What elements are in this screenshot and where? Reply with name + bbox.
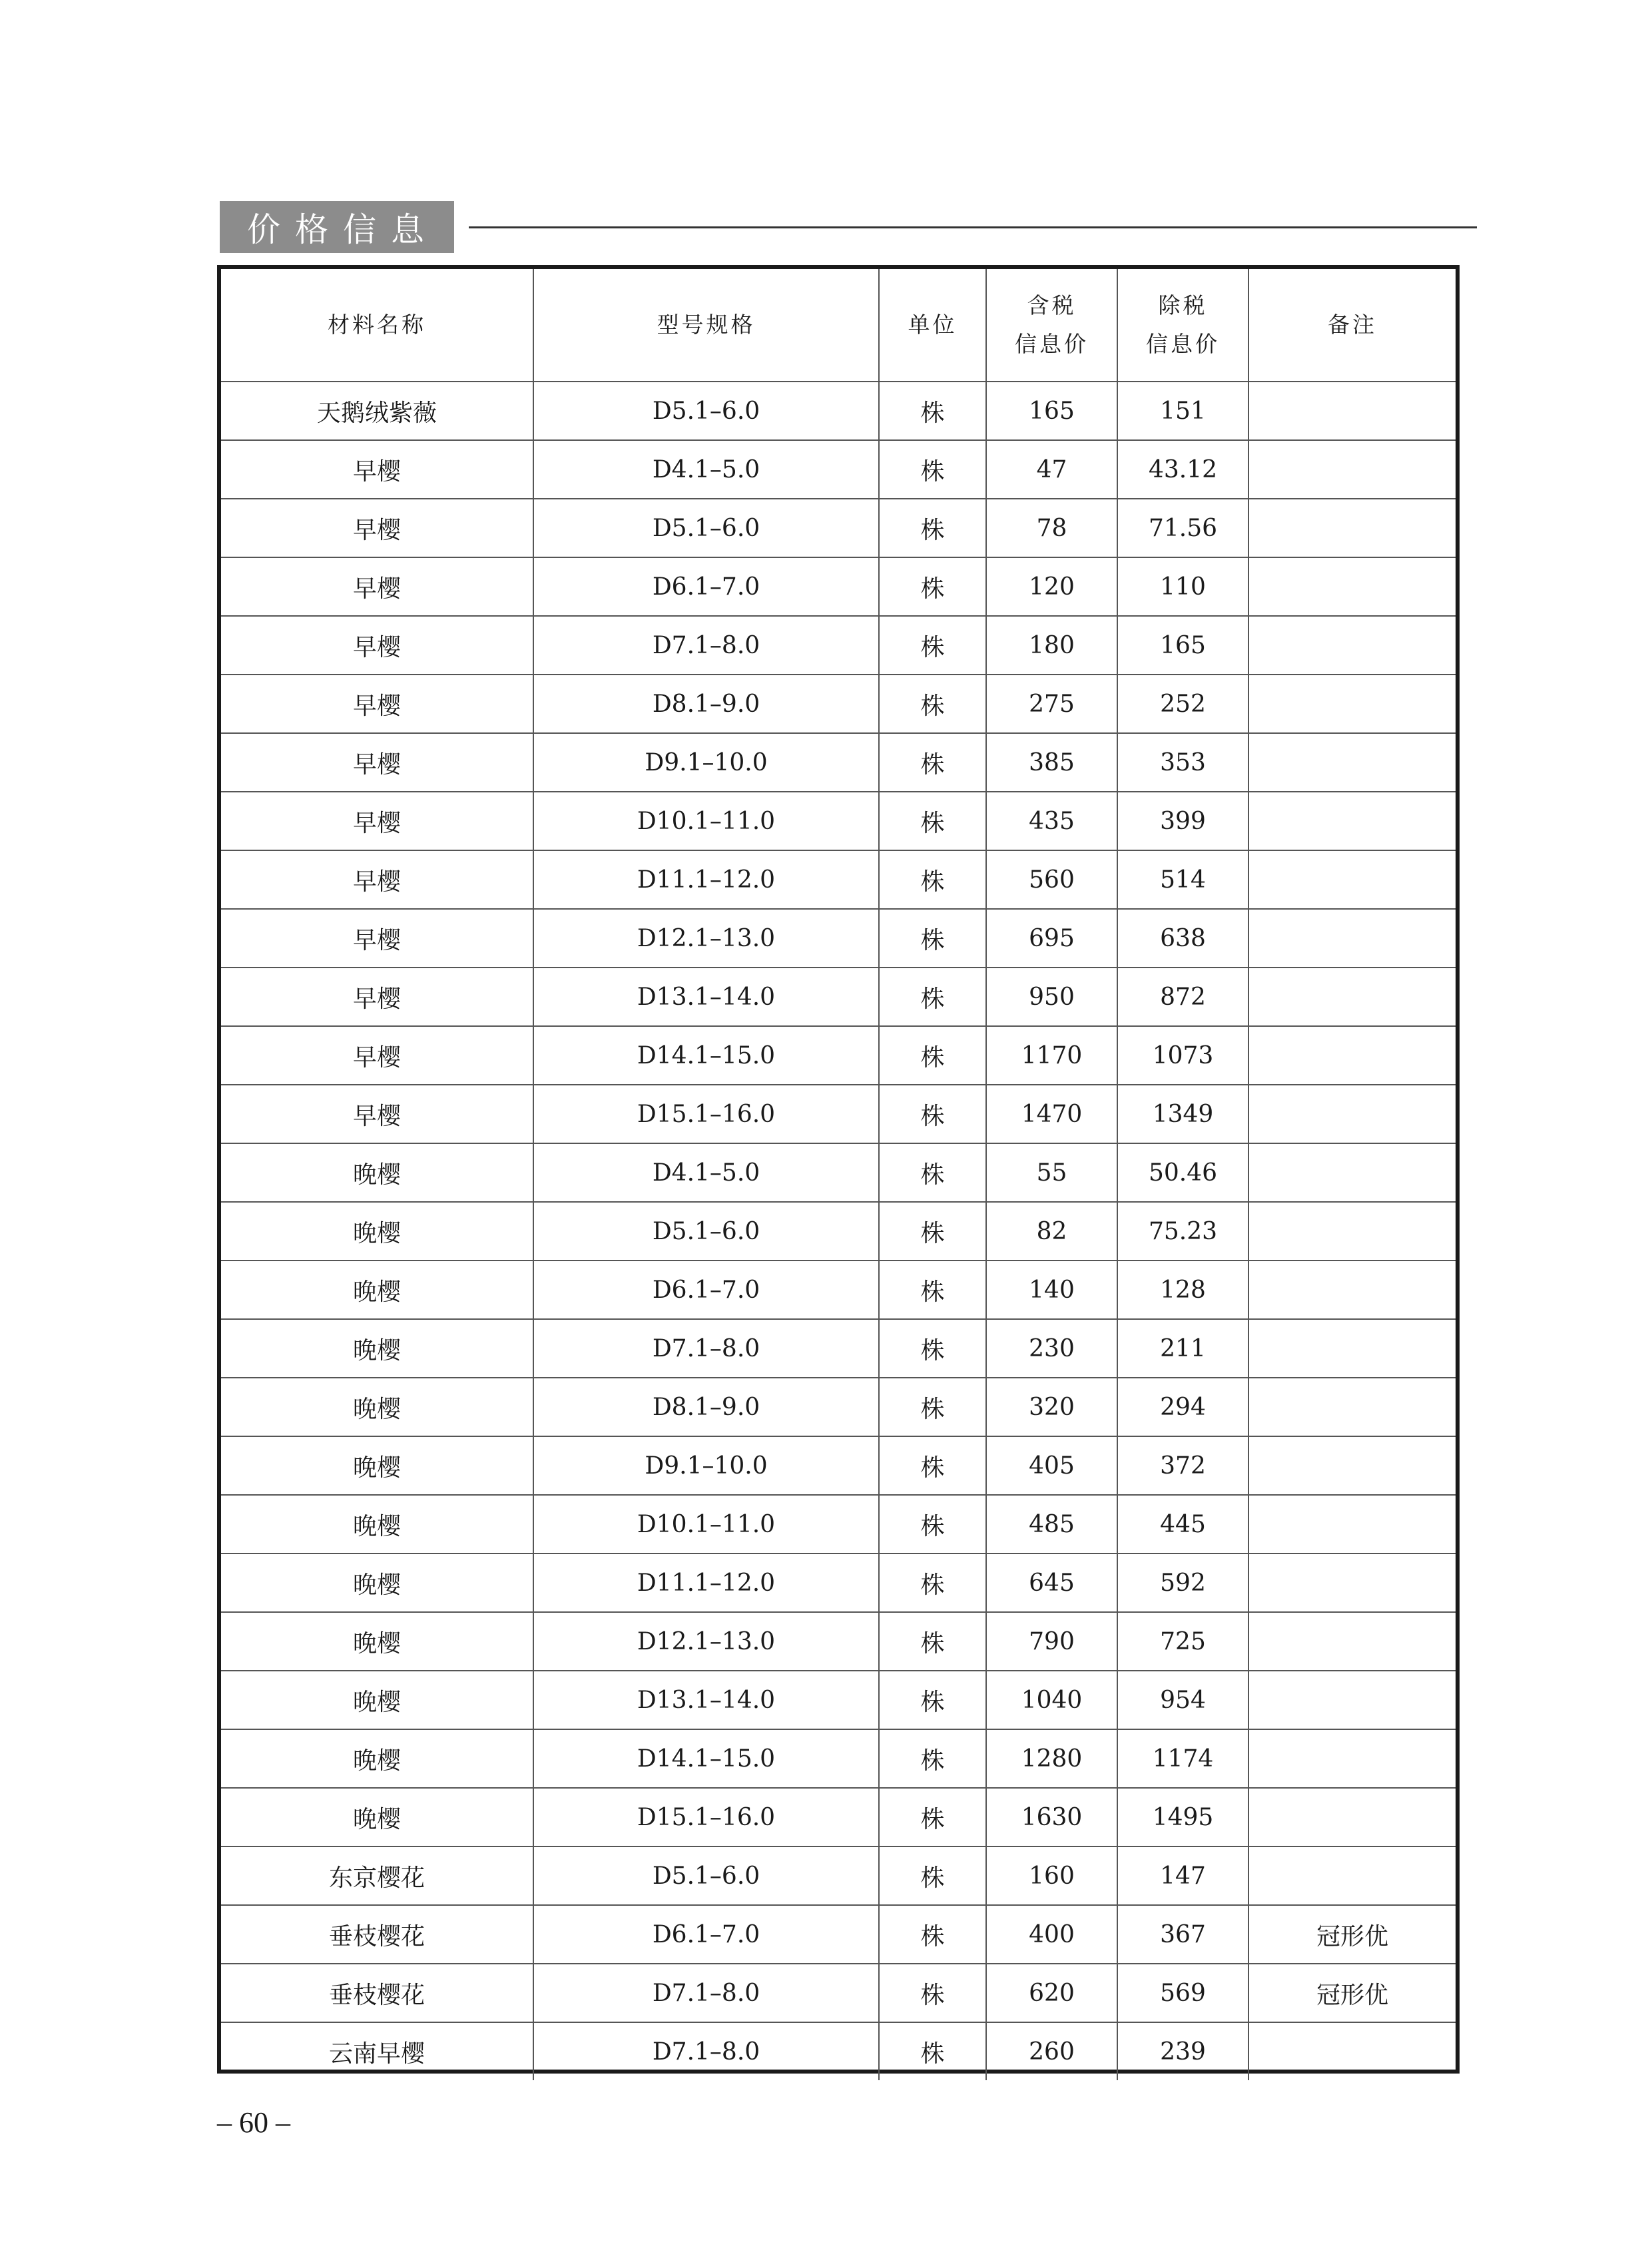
- cell-spec: D9.1–10.0: [533, 733, 879, 792]
- cell-price-incl-tax: 560: [986, 850, 1117, 909]
- cell-remarks: [1248, 1143, 1456, 1202]
- cell-price-excl-tax: 569: [1117, 1964, 1248, 2022]
- cell-spec: D6.1–7.0: [533, 1905, 879, 1964]
- cell-unit: 株: [879, 1495, 986, 1553]
- cell-price-incl-tax: 485: [986, 1495, 1117, 1553]
- cell-material-name: 晚樱: [221, 1143, 533, 1202]
- cell-remarks: [1248, 792, 1456, 850]
- table-row: [221, 616, 1456, 675]
- cell-material-name: 垂枝樱花: [221, 1905, 533, 1964]
- cell-unit: 株: [879, 1026, 986, 1085]
- table-row: [221, 733, 1456, 792]
- table-row: [221, 675, 1456, 733]
- cell-unit: 株: [879, 1788, 986, 1846]
- cell-spec: D5.1–6.0: [533, 1846, 879, 1905]
- cell-spec: D6.1–7.0: [533, 557, 879, 616]
- cell-price-incl-tax: 1170: [986, 1026, 1117, 1085]
- table-row: [221, 1788, 1456, 1846]
- cell-remarks: [1248, 909, 1456, 968]
- table-row: [221, 2022, 1456, 2080]
- cell-price-incl-tax: 435: [986, 792, 1117, 850]
- table-header-row: [221, 269, 1456, 382]
- cell-remarks: [1248, 1261, 1456, 1319]
- cell-price-excl-tax: 147: [1117, 1846, 1248, 1905]
- cell-unit: 株: [879, 1612, 986, 1671]
- cell-material-name: 云南早樱: [221, 2022, 533, 2080]
- cell-spec: D10.1–11.0: [533, 792, 879, 850]
- cell-material-name: 晚樱: [221, 1378, 533, 1436]
- cell-spec: D5.1–6.0: [533, 382, 879, 440]
- cell-spec: D14.1–15.0: [533, 1026, 879, 1085]
- cell-spec: D12.1–13.0: [533, 909, 879, 968]
- cell-material-name: 早樱: [221, 792, 533, 850]
- table-row: [221, 792, 1456, 850]
- cell-remarks: [1248, 382, 1456, 440]
- cell-unit: 株: [879, 499, 986, 557]
- cell-spec: D11.1–12.0: [533, 850, 879, 909]
- cell-price-incl-tax: 790: [986, 1612, 1117, 1671]
- cell-price-excl-tax: 75.23: [1117, 1202, 1248, 1261]
- table-row: [221, 1085, 1456, 1143]
- price-table-frame: [217, 265, 1460, 2074]
- cell-remarks: [1248, 557, 1456, 616]
- cell-remarks: [1248, 1553, 1456, 1612]
- cell-material-name: 早樱: [221, 1085, 533, 1143]
- cell-spec: D9.1–10.0: [533, 1436, 879, 1495]
- cell-price-incl-tax: 78: [986, 499, 1117, 557]
- cell-spec: D5.1–6.0: [533, 1202, 879, 1261]
- cell-price-incl-tax: 140: [986, 1261, 1117, 1319]
- header-spec: 型号规格: [533, 269, 879, 382]
- cell-material-name: 晚樱: [221, 1436, 533, 1495]
- table-row: [221, 909, 1456, 968]
- cell-remarks: [1248, 499, 1456, 557]
- cell-price-incl-tax: 260: [986, 2022, 1117, 2080]
- cell-unit: 株: [879, 1436, 986, 1495]
- cell-unit: 株: [879, 557, 986, 616]
- cell-price-incl-tax: 645: [986, 1553, 1117, 1612]
- cell-spec: D10.1–11.0: [533, 1495, 879, 1553]
- cell-remarks: [1248, 1788, 1456, 1846]
- cell-unit: 株: [879, 1846, 986, 1905]
- cell-remarks: [1248, 616, 1456, 675]
- cell-price-excl-tax: 1073: [1117, 1026, 1248, 1085]
- cell-spec: D13.1–14.0: [533, 1671, 879, 1729]
- cell-material-name: 早樱: [221, 909, 533, 968]
- cell-price-incl-tax: 400: [986, 1905, 1117, 1964]
- cell-spec: D5.1–6.0: [533, 499, 879, 557]
- cell-price-excl-tax: 1349: [1117, 1085, 1248, 1143]
- cell-material-name: 晚樱: [221, 1729, 533, 1788]
- cell-spec: D7.1–8.0: [533, 2022, 879, 2080]
- cell-price-incl-tax: 405: [986, 1436, 1117, 1495]
- cell-price-excl-tax: 43.12: [1117, 440, 1248, 499]
- header-unit: 单位: [879, 269, 986, 382]
- cell-unit: 株: [879, 850, 986, 909]
- cell-remarks: [1248, 1495, 1456, 1553]
- cell-remarks: [1248, 2022, 1456, 2080]
- cell-unit: 株: [879, 382, 986, 440]
- cell-price-excl-tax: 872: [1117, 968, 1248, 1026]
- cell-price-incl-tax: 82: [986, 1202, 1117, 1261]
- cell-material-name: 垂枝樱花: [221, 1964, 533, 2022]
- cell-spec: D15.1–16.0: [533, 1085, 879, 1143]
- cell-remarks: [1248, 1671, 1456, 1729]
- table-row: [221, 1378, 1456, 1436]
- cell-remarks: [1248, 1202, 1456, 1261]
- cell-unit: 株: [879, 733, 986, 792]
- table-row: [221, 1553, 1456, 1612]
- cell-price-excl-tax: 445: [1117, 1495, 1248, 1553]
- cell-price-incl-tax: 47: [986, 440, 1117, 499]
- cell-spec: D4.1–5.0: [533, 440, 879, 499]
- cell-unit: 株: [879, 1202, 986, 1261]
- cell-remarks: 冠形优: [1248, 1905, 1456, 1964]
- cell-remarks: [1248, 1729, 1456, 1788]
- title-divider: [469, 226, 1477, 228]
- cell-price-incl-tax: 620: [986, 1964, 1117, 2022]
- cell-unit: 株: [879, 1378, 986, 1436]
- cell-material-name: 晚樱: [221, 1495, 533, 1553]
- cell-price-incl-tax: 55: [986, 1143, 1117, 1202]
- cell-spec: D14.1–15.0: [533, 1729, 879, 1788]
- cell-material-name: 早樱: [221, 440, 533, 499]
- table-row: [221, 1905, 1456, 1964]
- cell-price-excl-tax: 638: [1117, 909, 1248, 968]
- cell-material-name: 晚樱: [221, 1202, 533, 1261]
- header-price-excl-tax: 除税 信息价: [1117, 269, 1248, 382]
- cell-material-name: 晚樱: [221, 1319, 533, 1378]
- cell-unit: 株: [879, 675, 986, 733]
- cell-remarks: [1248, 1846, 1456, 1905]
- table-row: [221, 968, 1456, 1026]
- table-row: [221, 1964, 1456, 2022]
- cell-spec: D8.1–9.0: [533, 675, 879, 733]
- cell-price-incl-tax: 695: [986, 909, 1117, 968]
- cell-price-incl-tax: 1470: [986, 1085, 1117, 1143]
- cell-price-excl-tax: 954: [1117, 1671, 1248, 1729]
- table-row: [221, 1202, 1456, 1261]
- cell-unit: 株: [879, 440, 986, 499]
- cell-remarks: [1248, 440, 1456, 499]
- cell-price-excl-tax: 211: [1117, 1319, 1248, 1378]
- table-row: [221, 850, 1456, 909]
- cell-price-incl-tax: 230: [986, 1319, 1117, 1378]
- cell-price-incl-tax: 120: [986, 557, 1117, 616]
- cell-material-name: 天鹅绒紫薇: [221, 382, 533, 440]
- cell-price-excl-tax: 592: [1117, 1553, 1248, 1612]
- cell-price-incl-tax: 180: [986, 616, 1117, 675]
- cell-price-excl-tax: 514: [1117, 850, 1248, 909]
- header-price-incl-tax: 含税 信息价: [986, 269, 1117, 382]
- cell-remarks: [1248, 1612, 1456, 1671]
- cell-material-name: 晚樱: [221, 1261, 533, 1319]
- table-row: [221, 1612, 1456, 1671]
- table-row: [221, 1436, 1456, 1495]
- table-row: [221, 499, 1456, 557]
- table-row: [221, 1026, 1456, 1085]
- cell-remarks: [1248, 1085, 1456, 1143]
- cell-remarks: [1248, 675, 1456, 733]
- cell-price-incl-tax: 160: [986, 1846, 1117, 1905]
- cell-material-name: 早樱: [221, 499, 533, 557]
- table-row: [221, 1495, 1456, 1553]
- table-row: [221, 1729, 1456, 1788]
- cell-price-incl-tax: 1630: [986, 1788, 1117, 1846]
- cell-unit: 株: [879, 1729, 986, 1788]
- cell-price-excl-tax: 1174: [1117, 1729, 1248, 1788]
- cell-price-incl-tax: 950: [986, 968, 1117, 1026]
- cell-price-incl-tax: 1040: [986, 1671, 1117, 1729]
- cell-price-incl-tax: 320: [986, 1378, 1117, 1436]
- table-row: [221, 382, 1456, 440]
- cell-unit: 株: [879, 616, 986, 675]
- cell-unit: 株: [879, 1671, 986, 1729]
- cell-unit: 株: [879, 792, 986, 850]
- table-row: [221, 557, 1456, 616]
- cell-spec: D7.1–8.0: [533, 616, 879, 675]
- cell-price-excl-tax: 1495: [1117, 1788, 1248, 1846]
- cell-price-incl-tax: 385: [986, 733, 1117, 792]
- cell-remarks: 冠形优: [1248, 1964, 1456, 2022]
- cell-price-excl-tax: 353: [1117, 733, 1248, 792]
- table-row: [221, 1671, 1456, 1729]
- cell-price-excl-tax: 151: [1117, 382, 1248, 440]
- cell-remarks: [1248, 850, 1456, 909]
- cell-price-excl-tax: 252: [1117, 675, 1248, 733]
- price-table: [221, 269, 1456, 2080]
- cell-price-excl-tax: 399: [1117, 792, 1248, 850]
- table-row: [221, 1261, 1456, 1319]
- cell-spec: D6.1–7.0: [533, 1261, 879, 1319]
- cell-unit: 株: [879, 1964, 986, 2022]
- cell-material-name: 早樱: [221, 557, 533, 616]
- cell-material-name: 早樱: [221, 733, 533, 792]
- cell-spec: D13.1–14.0: [533, 968, 879, 1026]
- header-material-name: 材料名称: [221, 269, 533, 382]
- header-remarks: 备注: [1248, 269, 1456, 382]
- cell-remarks: [1248, 733, 1456, 792]
- cell-unit: 株: [879, 1319, 986, 1378]
- cell-remarks: [1248, 1026, 1456, 1085]
- cell-unit: 株: [879, 968, 986, 1026]
- section-title: 价格信息: [220, 201, 454, 253]
- table-row: [221, 1846, 1456, 1905]
- cell-spec: D15.1–16.0: [533, 1788, 879, 1846]
- cell-material-name: 东京樱花: [221, 1846, 533, 1905]
- cell-spec: D8.1–9.0: [533, 1378, 879, 1436]
- table-row: [221, 1143, 1456, 1202]
- page-number: – 60 –: [217, 2106, 290, 2139]
- cell-remarks: [1248, 968, 1456, 1026]
- cell-unit: 株: [879, 1261, 986, 1319]
- cell-remarks: [1248, 1319, 1456, 1378]
- cell-spec: D4.1–5.0: [533, 1143, 879, 1202]
- cell-material-name: 晚樱: [221, 1612, 533, 1671]
- cell-material-name: 晚樱: [221, 1671, 533, 1729]
- cell-material-name: 晚樱: [221, 1553, 533, 1612]
- cell-unit: 株: [879, 909, 986, 968]
- cell-price-excl-tax: 725: [1117, 1612, 1248, 1671]
- table-row: [221, 440, 1456, 499]
- cell-price-excl-tax: 128: [1117, 1261, 1248, 1319]
- cell-material-name: 早樱: [221, 850, 533, 909]
- cell-spec: D7.1–8.0: [533, 1319, 879, 1378]
- cell-unit: 株: [879, 1905, 986, 1964]
- cell-material-name: 早樱: [221, 675, 533, 733]
- cell-price-excl-tax: 165: [1117, 616, 1248, 675]
- cell-price-incl-tax: 165: [986, 382, 1117, 440]
- cell-unit: 株: [879, 1143, 986, 1202]
- cell-unit: 株: [879, 1085, 986, 1143]
- cell-price-excl-tax: 239: [1117, 2022, 1248, 2080]
- cell-spec: D11.1–12.0: [533, 1553, 879, 1612]
- cell-material-name: 早樱: [221, 1026, 533, 1085]
- cell-unit: 株: [879, 1553, 986, 1612]
- cell-price-excl-tax: 294: [1117, 1378, 1248, 1436]
- cell-price-incl-tax: 275: [986, 675, 1117, 733]
- cell-material-name: 晚樱: [221, 1788, 533, 1846]
- cell-remarks: [1248, 1436, 1456, 1495]
- table-row: [221, 1319, 1456, 1378]
- cell-price-excl-tax: 367: [1117, 1905, 1248, 1964]
- cell-price-excl-tax: 50.46: [1117, 1143, 1248, 1202]
- cell-spec: D7.1–8.0: [533, 1964, 879, 2022]
- cell-price-excl-tax: 71.56: [1117, 499, 1248, 557]
- cell-price-excl-tax: 372: [1117, 1436, 1248, 1495]
- cell-material-name: 早樱: [221, 968, 533, 1026]
- cell-price-incl-tax: 1280: [986, 1729, 1117, 1788]
- cell-unit: 株: [879, 2022, 986, 2080]
- cell-remarks: [1248, 1378, 1456, 1436]
- cell-price-excl-tax: 110: [1117, 557, 1248, 616]
- cell-spec: D12.1–13.0: [533, 1612, 879, 1671]
- cell-material-name: 早樱: [221, 616, 533, 675]
